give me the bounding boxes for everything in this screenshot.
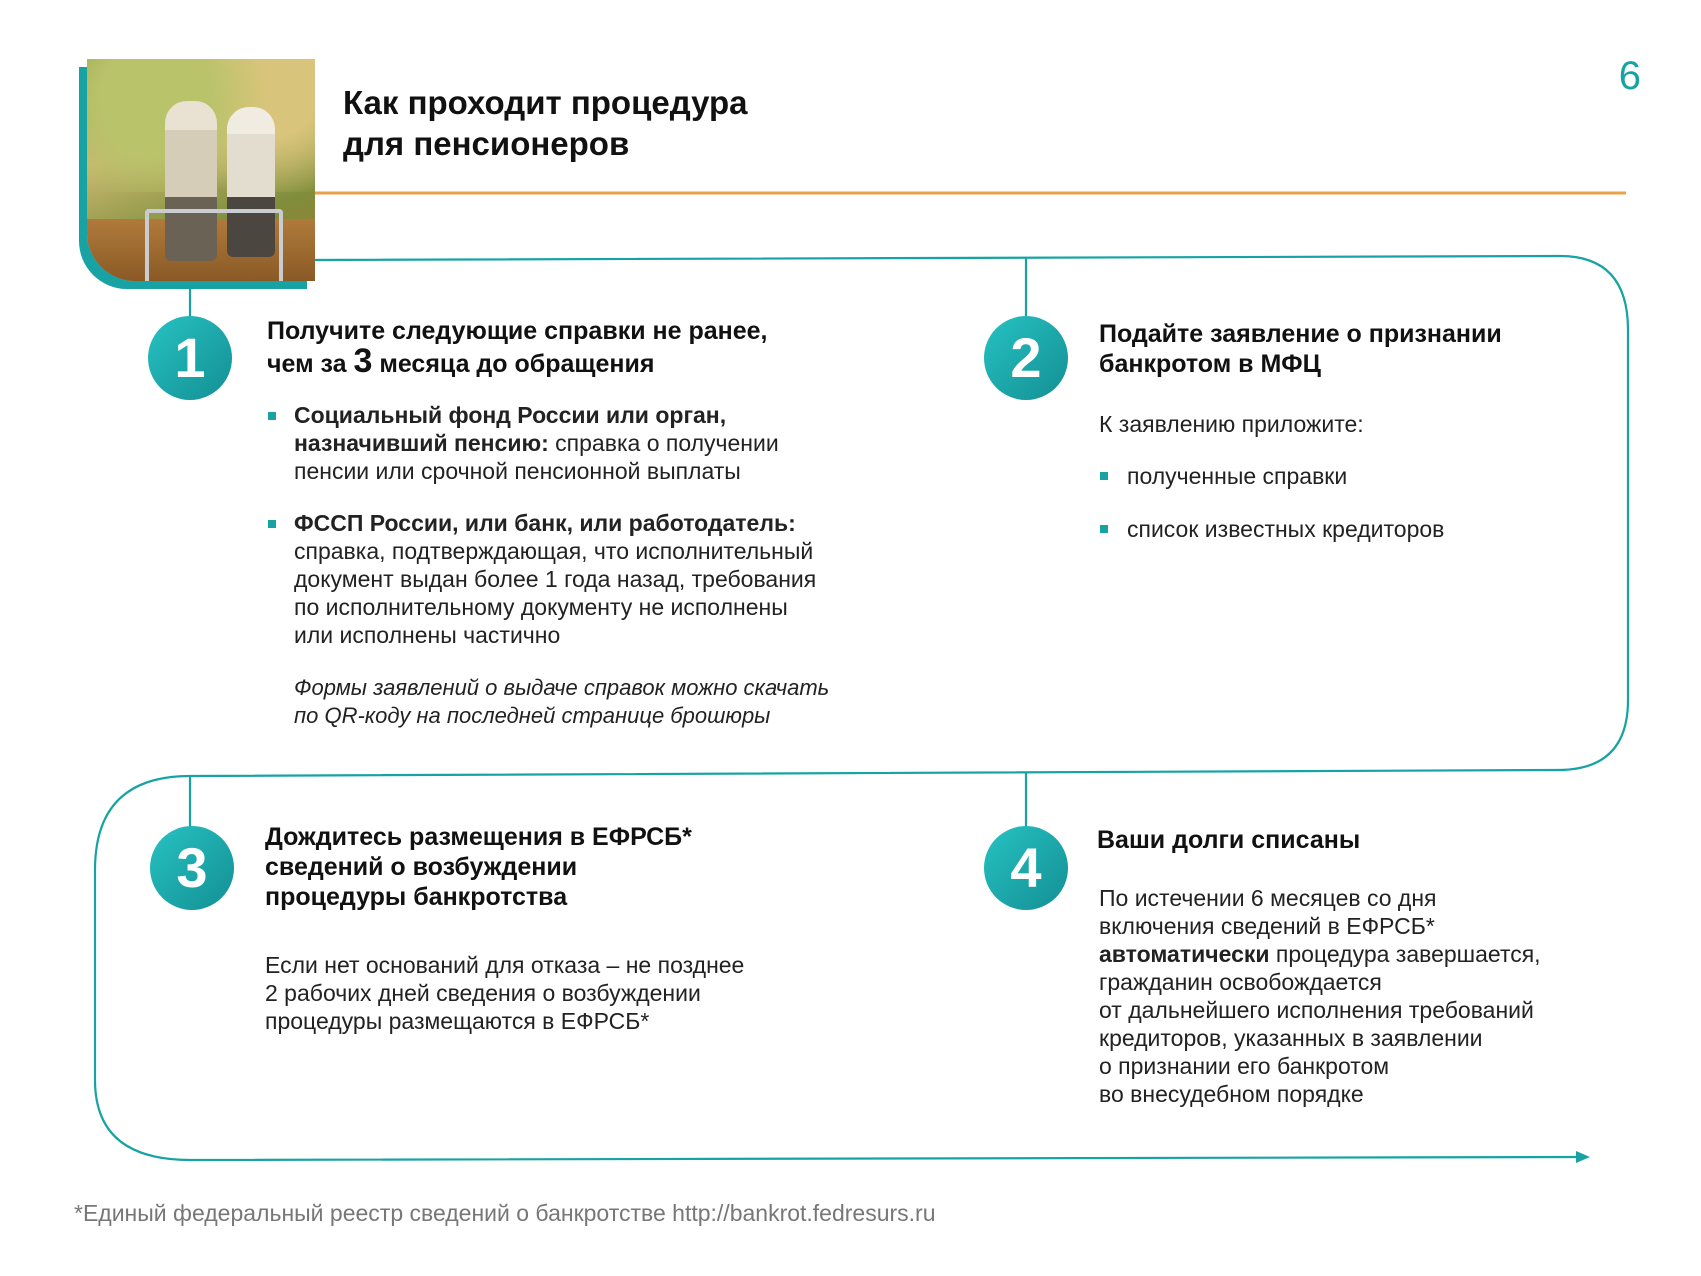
step-2-intro: К заявлению приложите: <box>1099 411 1364 437</box>
step-1-heading: Получите следующие справки не ранее, чем за 3 месяца до обращения <box>267 317 768 380</box>
step-1-note: Формы заявлений о выдаче справок можно скачать по QR-коду на последней странице брошюры <box>294 675 830 728</box>
step-3-heading: Дождитесь размещения в ЕФРСБ* сведений о возбуждении процедуры банкротства <box>265 823 692 911</box>
title-line-1: Как проходит процедура <box>343 84 748 121</box>
step-2-item-1: полученные справки <box>1127 463 1348 489</box>
bullet-icon <box>1100 472 1108 480</box>
elderly-couple-photo <box>87 59 315 281</box>
step-4-number: 4 <box>984 826 1068 910</box>
bullet-icon <box>268 520 276 528</box>
step-2-item-2: список известных кредиторов <box>1127 516 1445 542</box>
page-title <box>343 82 748 164</box>
step-1-item-1: Социальный фонд России или орган, назначивший пенсию: справка о получении пенсии или срочной пенсионной выплаты <box>294 402 779 484</box>
step-1-number: 1 <box>148 316 232 400</box>
page-number: 6 <box>1618 54 1641 98</box>
step-3-number: 3 <box>150 826 234 910</box>
step-2-number: 2 <box>984 316 1068 400</box>
step-4-body: По истечении 6 месяцев со дня включения сведений в ЕФРСБ* автоматически процедура завершается, гражданин освобождается от дальнейшего исполнения требований кредиторов, указанных в заявлении о признании его банкротом во внесудебном порядке <box>1099 885 1541 1107</box>
footnote: *Единый федеральный реестр сведений о банкротстве http://bankrot.fedresurs.ru <box>74 1200 936 1226</box>
step-4-heading: Ваши долги списаны <box>1097 826 1361 854</box>
arrow-head <box>1576 1151 1590 1163</box>
bullet-icon <box>268 412 276 420</box>
step-1-item-2: ФССП России, или банк, или работодатель: справка, подтверждающая, что исполнительный документ выдан более 1 года назад, требования по исполнительному документу не исполнены или исполнены частично <box>294 510 817 648</box>
step-3-body: Если нет оснований для отказа – не позднее 2 рабочих дней сведения о возбуждении процедуры размещаются в ЕФРСБ* <box>265 952 745 1034</box>
bullet-icon <box>1100 525 1108 533</box>
step-2-heading: Подайте заявление о признании банкротом в МФЦ <box>1099 320 1502 378</box>
title-line-2: для пенсионеров <box>343 125 630 162</box>
